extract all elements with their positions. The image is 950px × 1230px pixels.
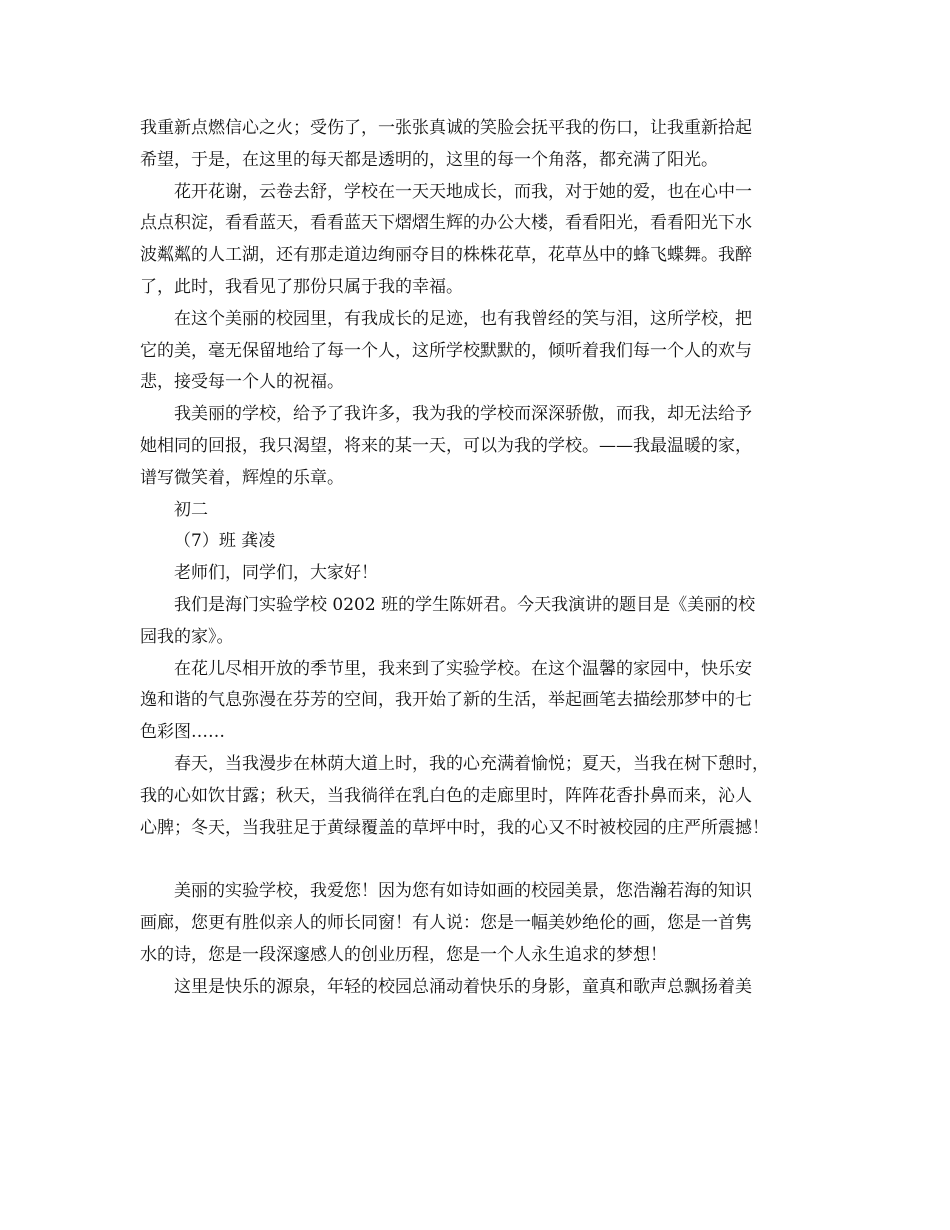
paragraph-10: 春天，当我漫步在林荫大道上时，我的心充满着愉悦；夏天，当我在树下憩时， 我的心如饮甘露；秋天，当我徜徉在乳白色的走廊里时，阵阵花香扑鼻而来，沁人 心脾；冬天，当我驻足于黄绿覆盖的草坪中时，我的心又不时被校园的庄严所震撼！	[140, 753, 769, 838]
document-page	[140, 113, 830, 1003]
paragraph-5: 初二	[174, 499, 208, 520]
paragraph-2: 花开花谢，云卷去舒，学校在一天天地成长，而我，对于她的爱，也在心中一 点点积淀，看看蓝天，看看蓝天下熠熠生辉的办公大楼，看看阳光，看看阳光下水 波粼粼的人工湖，还有那走道边绚丽夺目的株株花草，花草丛中的蜂飞蝶舞。我醉 了，此时，我看见了那份只属于我的幸福。	[140, 181, 752, 297]
paragraph-12: 这里是快乐的源泉，年轻的校园总涌动着快乐的身影，童真和歌声总飘扬着美	[174, 976, 752, 997]
paragraph-8: 我们是海门实验学校 0202 班的学生陈妍君。今天我演讲的题目是《美丽的校 园我的家》。	[140, 594, 756, 647]
paragraph-4: 我美丽的学校，给予了我许多，我为我的学校而深深骄傲，而我，却无法给予 她相同的回报，我只渴望，将来的某一天，可以为我的学校。——我最温暖的家， 谱写微笑着，辉煌的乐章。	[140, 404, 752, 488]
paragraph-6: （7）班 龚凌	[174, 531, 276, 552]
blank-line	[140, 844, 830, 876]
paragraph-1: 我重新点燃信心之火；受伤了，一张张真诚的笑脸会抚平我的伤口，让我重新拾起 希望，于是，在这里的每天都是透明的，这里的每一个角落，都充满了阳光。	[140, 118, 752, 170]
paragraph-3: 在这个美丽的校园里，有我成长的足迹，也有我曾经的笑与泪，这所学校，把 它的美，毫无保留地给了每一个人，这所学校默默的，倾听着我们每一个人的欢与 悲，接受每一个人的祝福。	[140, 308, 752, 393]
paragraph-11: 美丽的实验学校，我爱您！因为您有如诗如画的校园美景，您浩瀚若海的知识 画廊，您更有胜似亲人的师长同窗！有人说：您是一幅美妙绝伦的画，您是一首隽 水的诗，您是一段深邃感人的创业历程，您是一个人永生追求的梦想！	[140, 881, 752, 965]
paragraph-7: 老师们，同学们，大家好！	[174, 563, 378, 584]
paragraph-9: 在花儿尽相开放的季节里，我来到了实验学校。在这个温馨的家园中，快乐安 逸和谐的气息弥漫在芬芳的空间，我开始了新的生活，举起画笔去描绘那梦中的七 色彩图……	[140, 658, 752, 743]
